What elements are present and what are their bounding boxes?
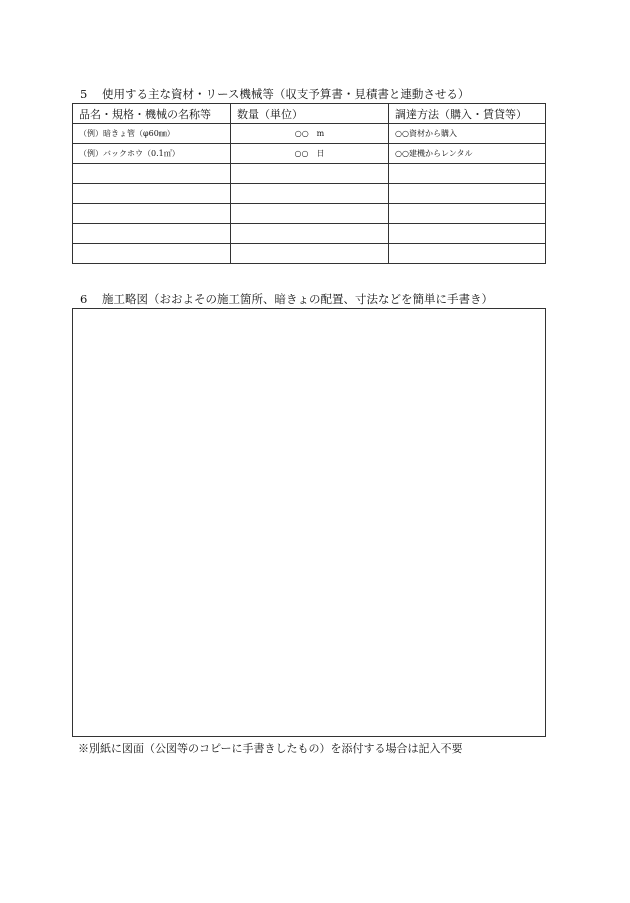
header-item-name: 品名・規格・機械の名称等 [73, 104, 231, 124]
attachment-note: ※別紙に図面（公図等のコピーに手書きしたもの）を添付する場合は記入不要 [78, 742, 463, 755]
section-6-title [80, 291, 493, 307]
cell-procurement[interactable] [389, 184, 546, 204]
cell-procurement[interactable] [389, 204, 546, 224]
cell-quantity[interactable] [231, 224, 389, 244]
table-row [73, 184, 546, 204]
table-row [73, 244, 546, 264]
cell-procurement[interactable] [389, 224, 546, 244]
cell-quantity[interactable] [231, 184, 389, 204]
section-6-heading: 施工略図（おおよその施工箇所、暗きょの配置、寸法などを簡単に手書き） [102, 292, 493, 306]
cell-item-name[interactable] [73, 164, 231, 184]
cell-quantity[interactable]: ○○ 日 [231, 144, 389, 164]
cell-item-name[interactable] [73, 184, 231, 204]
table-row [73, 124, 546, 144]
cell-quantity[interactable] [231, 164, 389, 184]
cell-item-name[interactable]: （例）暗きょ管（φ60㎜） [73, 124, 231, 144]
cell-procurement[interactable] [389, 244, 546, 264]
table-row [73, 224, 546, 244]
table-row [73, 164, 546, 184]
cell-quantity[interactable]: ○○ m [231, 124, 389, 144]
construction-sketch-area[interactable] [72, 308, 546, 737]
materials-table [72, 103, 546, 264]
cell-item-name[interactable] [73, 204, 231, 224]
cell-procurement[interactable] [389, 164, 546, 184]
section-5-title [80, 86, 469, 102]
cell-quantity[interactable] [231, 204, 389, 224]
table-row [73, 204, 546, 224]
cell-item-name[interactable] [73, 244, 231, 264]
cell-procurement[interactable]: ○○建機からレンタル [389, 144, 546, 164]
section-6-number: 6 [80, 292, 88, 306]
cell-item-name[interactable] [73, 224, 231, 244]
table-header-row [73, 104, 546, 124]
section-5-heading: 使用する主な資材・リース機械等（収支予算書・見積書と連動させる） [102, 87, 470, 101]
cell-item-name[interactable]: （例）バックホウ（0.1㎥） [73, 144, 231, 164]
header-procurement: 調達方法（購入・賃貸等） [389, 104, 546, 124]
table-row [73, 144, 546, 164]
header-quantity: 数量（単位） [231, 104, 389, 124]
section-5-number: 5 [80, 87, 88, 101]
cell-quantity[interactable] [231, 244, 389, 264]
cell-procurement[interactable]: ○○資材から購入 [389, 124, 546, 144]
